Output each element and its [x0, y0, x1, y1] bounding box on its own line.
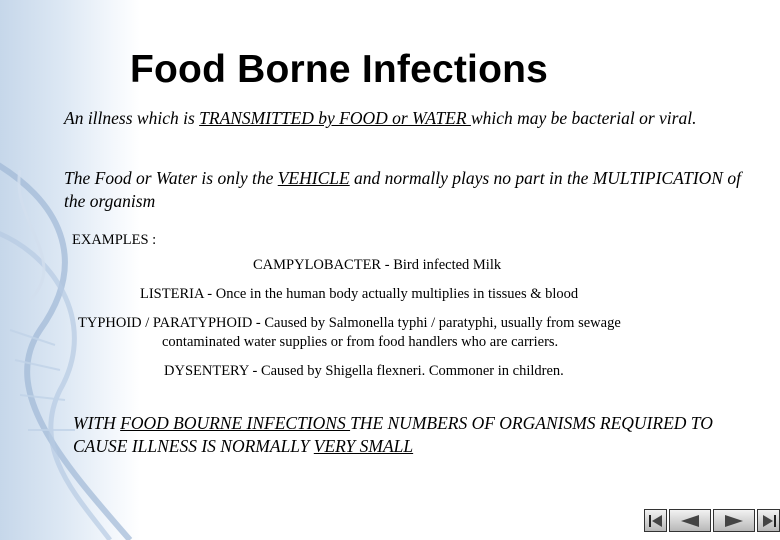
next-slide-icon	[721, 514, 747, 528]
slide-title: Food Borne Infections	[130, 48, 549, 91]
first-slide-icon	[648, 514, 664, 528]
example-item: TYPHOID / PARATYPHOID - Caused by Salmonella typhi / paratyphi, usually from sewage	[78, 315, 621, 331]
dna-helix-decoration	[0, 0, 140, 540]
example-item: LISTERIA - Once in the human body actually multiplies in tissues & blood	[140, 286, 579, 302]
examples-label: EXAMPLES :	[72, 232, 157, 248]
intro-paragraph-1: An illness which is TRANSMITTED by FOOD or WATER which may be bacterial or viral.	[64, 108, 697, 128]
intro-paragraph-2: The Food or Water is only the VEHICLE and normally plays no part in the MULTIPICATION of the organism	[64, 168, 741, 211]
previous-slide-icon	[677, 514, 703, 528]
last-slide-icon	[761, 514, 777, 528]
conclusion-paragraph: WITH FOOD BOURNE INFECTIONS THE NUMBERS OF ORGANISMS REQUIRED TO CAUSE ILLNESS IS NORMALLY VERY SMALL	[73, 413, 713, 456]
example-item: CAMPYLOBACTER - Bird infected Milk	[253, 257, 502, 273]
next-slide-button[interactable]	[713, 509, 755, 532]
slide-navigation	[644, 509, 780, 532]
example-item: DYSENTERY - Caused by Shigella flexneri. Commoner in children.	[164, 363, 564, 379]
last-slide-button[interactable]	[757, 509, 780, 532]
example-item-continuation: contaminated water supplies or from food handlers who are carriers.	[162, 334, 559, 350]
first-slide-button[interactable]	[644, 509, 667, 532]
previous-slide-button[interactable]	[669, 509, 711, 532]
